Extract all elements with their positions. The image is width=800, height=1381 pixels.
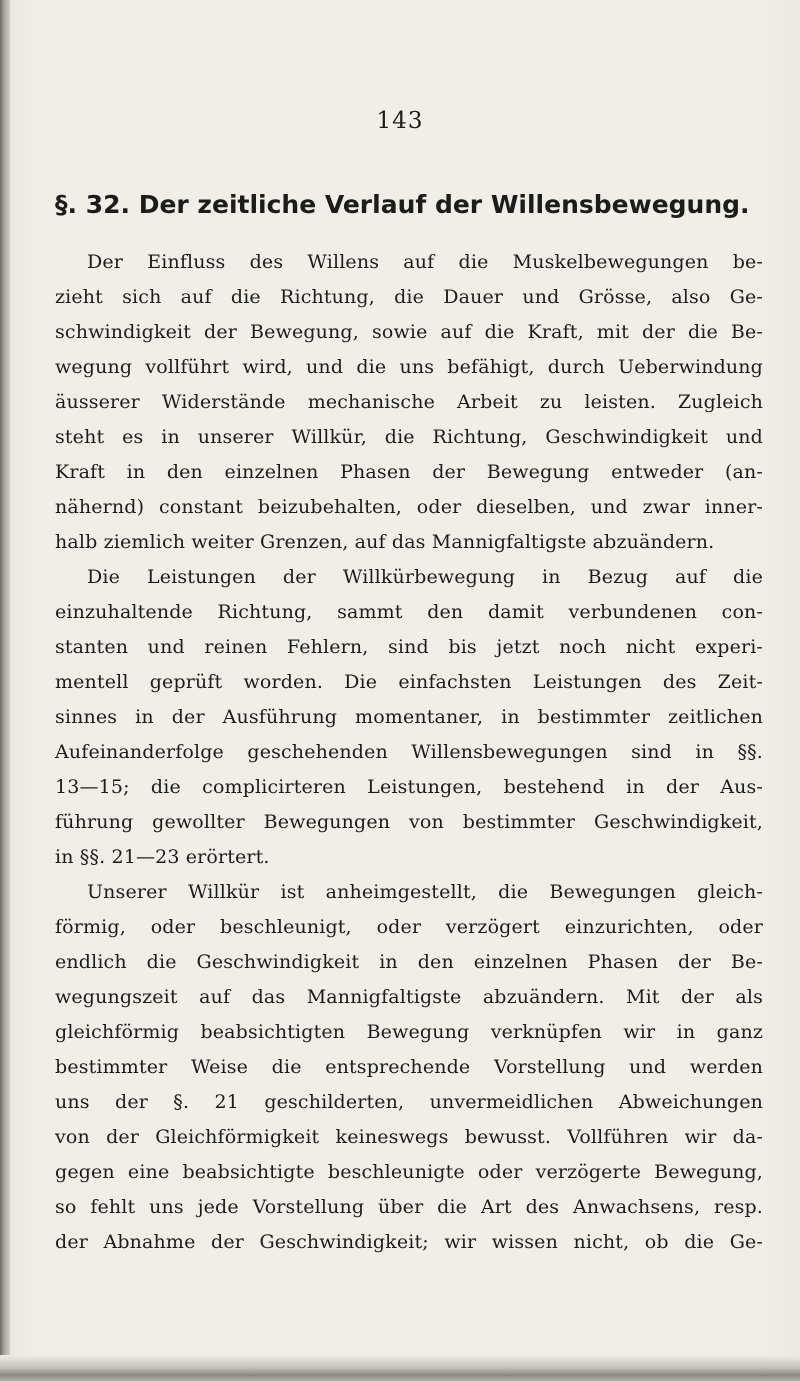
text-line: endlich die Geschwindigkeit in den einzelnen Phasen der Be- (55, 951, 763, 973)
text-line: nähernd) constant beizubehalten, oder dieselben, und zwar inner- (55, 496, 763, 518)
text-line: Der Einfluss des Willens auf die Muskelbewegungen be- (87, 251, 763, 273)
text-line: stanten und reinen Fehlern, sind bis jetzt noch nicht experi- (55, 636, 763, 658)
text-line: 13—15; die complicirteren Leistungen, bestehend in der Aus- (55, 776, 763, 798)
text-line: halb ziemlich weiter Grenzen, auf das Mannigfaltigste abzuändern. (55, 531, 715, 553)
text-line: Die Leistungen der Willkürbewegung in Bezug auf die (87, 566, 763, 588)
text-line: Unserer Willkür ist anheimgestellt, die Bewegungen gleich- (87, 881, 763, 903)
text-line: zieht sich auf die Richtung, die Dauer und Grösse, also Ge- (55, 286, 763, 308)
text-line: förmig, oder beschleunigt, oder verzögert einzurichten, oder (55, 916, 763, 938)
text-line: Kraft in den einzelnen Phasen der Bewegung entweder (an- (55, 461, 763, 483)
text-line: in §§. 21—23 erörtert. (55, 846, 270, 868)
text-line: wegung vollführt wird, und die uns befähigt, durch Ueberwindung (55, 356, 763, 378)
text-line: wegungszeit auf das Mannigfaltigste abzuändern. Mit der als (55, 986, 763, 1008)
page-number: 143 (376, 108, 424, 134)
text-line: bestimmter Weise die entsprechende Vorstellung und werden (55, 1056, 763, 1078)
text-line: schwindigkeit der Bewegung, sowie auf die Kraft, mit der die Be- (55, 321, 763, 343)
text-line: äusserer Widerstände mechanische Arbeit zu leisten. Zugleich (55, 391, 763, 413)
text-line: steht es in unserer Willkür, die Richtung, Geschwindigkeit und (55, 426, 763, 448)
text-line: von der Gleichförmigkeit keineswegs bewusst. Vollführen wir da- (55, 1126, 763, 1148)
text-line: der Abnahme der Geschwindigkeit; wir wissen nicht, ob die Ge- (55, 1231, 763, 1253)
text-line: gleichförmig beabsichtigten Bewegung verknüpfen wir in ganz (55, 1021, 763, 1043)
section-heading: §. 32. Der zeitliche Verlauf der Willensbewegung. (55, 190, 750, 219)
text-line: Aufeinanderfolge geschehenden Willensbewegungen sind in §§. (55, 741, 763, 763)
text-line: führung gewollter Bewegungen von bestimmter Geschwindigkeit, (55, 811, 763, 833)
text-line: gegen eine beabsichtigte beschleunigte oder verzögerte Bewegung, (55, 1161, 763, 1183)
text-line: einzuhaltende Richtung, sammt den damit verbundenen con- (55, 601, 763, 623)
book-spine-shadow (0, 0, 10, 1381)
text-line: uns der §. 21 geschilderten, unvermeidlichen Abweichungen (55, 1091, 763, 1113)
text-line: sinnes in der Ausführung momentaner, in bestimmter zeitlichen (55, 706, 763, 728)
text-line: mentell geprüft worden. Die einfachsten Leistungen des Zeit- (55, 671, 763, 693)
text-line: so fehlt uns jede Vorstellung über die Art des Anwachsens, resp. (55, 1196, 763, 1218)
page-bottom-edge (0, 1355, 800, 1381)
body-text (55, 245, 763, 1260)
